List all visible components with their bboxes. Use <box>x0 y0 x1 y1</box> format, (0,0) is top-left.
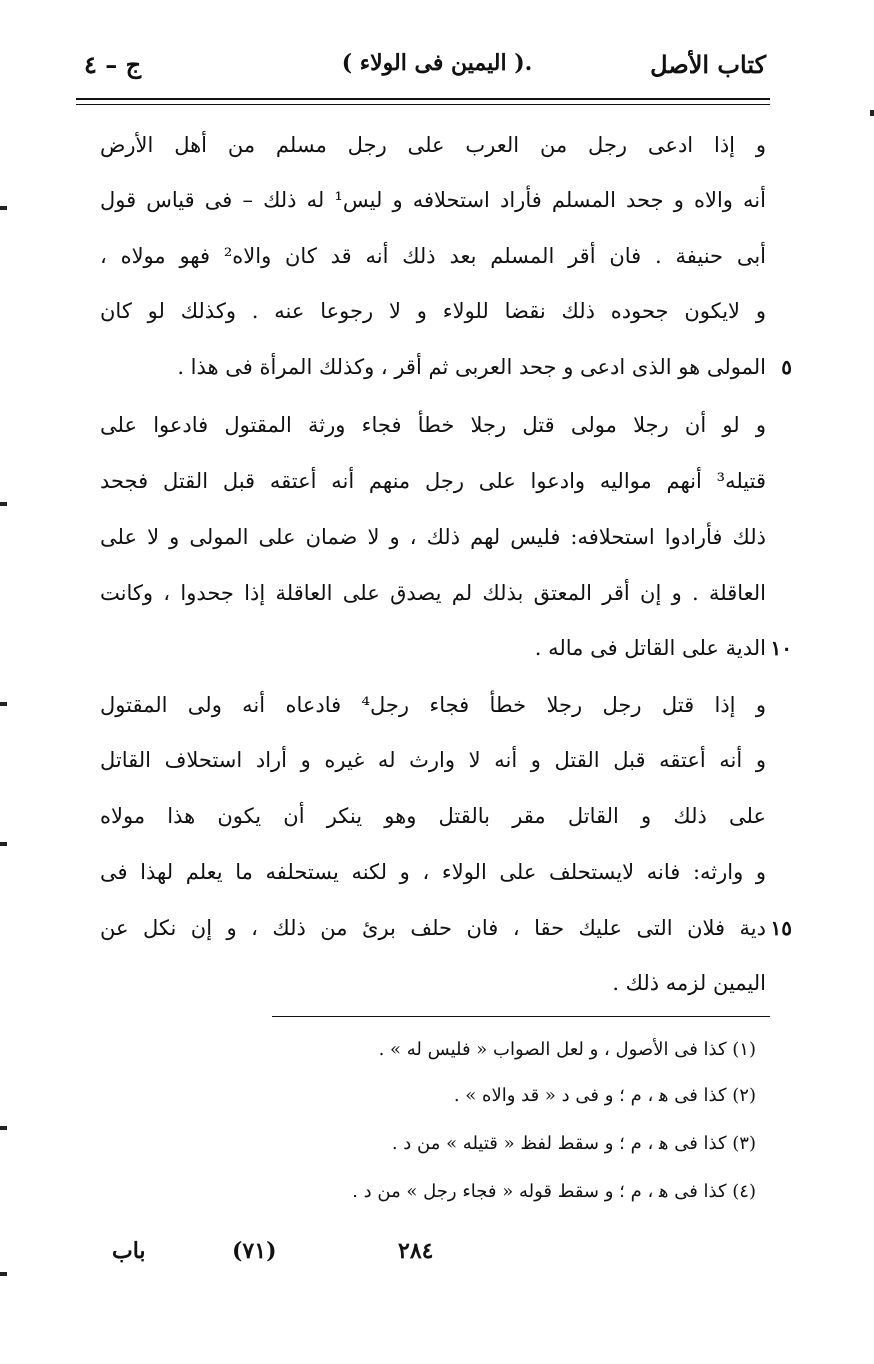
footnote: (٣) كذا فى ﻫ ، م ؛ و سقط لفظ « قتيله » من د . <box>391 1133 756 1154</box>
scan-edge-mark <box>0 502 7 506</box>
scan-edge-mark <box>0 702 7 706</box>
body-line: الدية على القاتل فى ماله . <box>534 636 766 660</box>
line-number: ٥ <box>781 355 792 379</box>
footnote: (٤) كذا فى ﻫ ، م ؛ و سقط قوله « فجاء رجل » من د . <box>352 1181 756 1202</box>
header-rule <box>76 98 770 100</box>
body-line: ذلك فأرادوا استحلافه: فليس لهم ذلك ، و لا ضمان على المولى و لا على <box>100 525 766 549</box>
scan-edge-mark <box>0 1272 7 1276</box>
body-line: و أنه أعتقه قبل القتل و أنه لا وارث له غيره و أراد استحلاف القاتل <box>100 748 766 772</box>
scan-edge-mark <box>0 1126 7 1130</box>
body-line: قتيله³ أنهم مواليه وادعوا على رجل منهم أنه أعتقه قبل القتل فجحد <box>100 469 766 493</box>
chapter-title: .( اليمين فى الولاء ) <box>341 50 533 76</box>
scan-edge-mark <box>870 110 874 116</box>
body-line: دية فلان التى عليك حقا ، فان حلف برئ من ذلك ، و إن نكل عن <box>100 916 766 940</box>
catchword: باب <box>112 1238 146 1264</box>
line-number: ١٠ <box>770 636 792 660</box>
footnote: (٢) كذا فى ﻫ ، م ؛ و فى د « قد والاه » . <box>453 1085 756 1106</box>
body-line: أبى حنيفة . فان أقر المسلم بعد ذلك أنه قد كان والاه² فهو مولاه ، <box>100 244 766 268</box>
scan-edge-mark <box>0 206 7 210</box>
signature-mark: (٧١) <box>232 1238 277 1264</box>
line-number: ١٥ <box>770 916 792 940</box>
body-line: و لايكون جحوده ذلك نقضا للولاء و لا رجوعا عنه . وكذلك لو كان <box>100 299 766 323</box>
body-line: المولى هو الذى ادعى و جحد العربى ثم أقر ، وكذلك المرأة فى هذا . <box>177 355 766 379</box>
body-line: أنه والاه و جحد المسلم فأراد استحلافه و ليس¹ له ذلك – فى قياس قول <box>100 188 766 212</box>
body-line: و وارثه: فانه لايستحلف على الولاء ، و لكنه يستحلفه ما يعلم لهذا فى <box>100 860 766 884</box>
header-rule-thin <box>76 104 770 105</box>
body-line: و إذا ادعى رجل من العرب على رجل مسلم من أهل الأرض <box>100 133 766 157</box>
body-line: اليمين لزمه ذلك . <box>612 971 766 995</box>
footnote-rule <box>272 1016 770 1017</box>
body-line: العاقلة . و إن أقر المعتق بذلك لم يصدق على العاقلة إذا جحدوا ، وكانت <box>100 581 766 605</box>
body-line: و إذا قتل رجل رجلا خطأ فجاء رجل⁴ فادعاه أنه ولى المقتول <box>100 693 766 717</box>
volume-label: ج – ٤ <box>84 50 142 79</box>
footnote: (١) كذا فى الأصول ، و لعل الصواب « فليس له » . <box>378 1039 756 1060</box>
book-title: كتاب الأصل <box>650 50 766 79</box>
scan-edge-mark <box>0 842 7 846</box>
body-line: على ذلك و القاتل مقر بالقتل وهو ينكر أن يكون هذا مولاه <box>100 804 766 828</box>
page-number: ٢٨٤ <box>398 1238 434 1264</box>
body-line: و لو أن رجلا مولى قتل رجلا خطأ فجاء ورثة المقتول فادعوا على <box>100 413 766 437</box>
